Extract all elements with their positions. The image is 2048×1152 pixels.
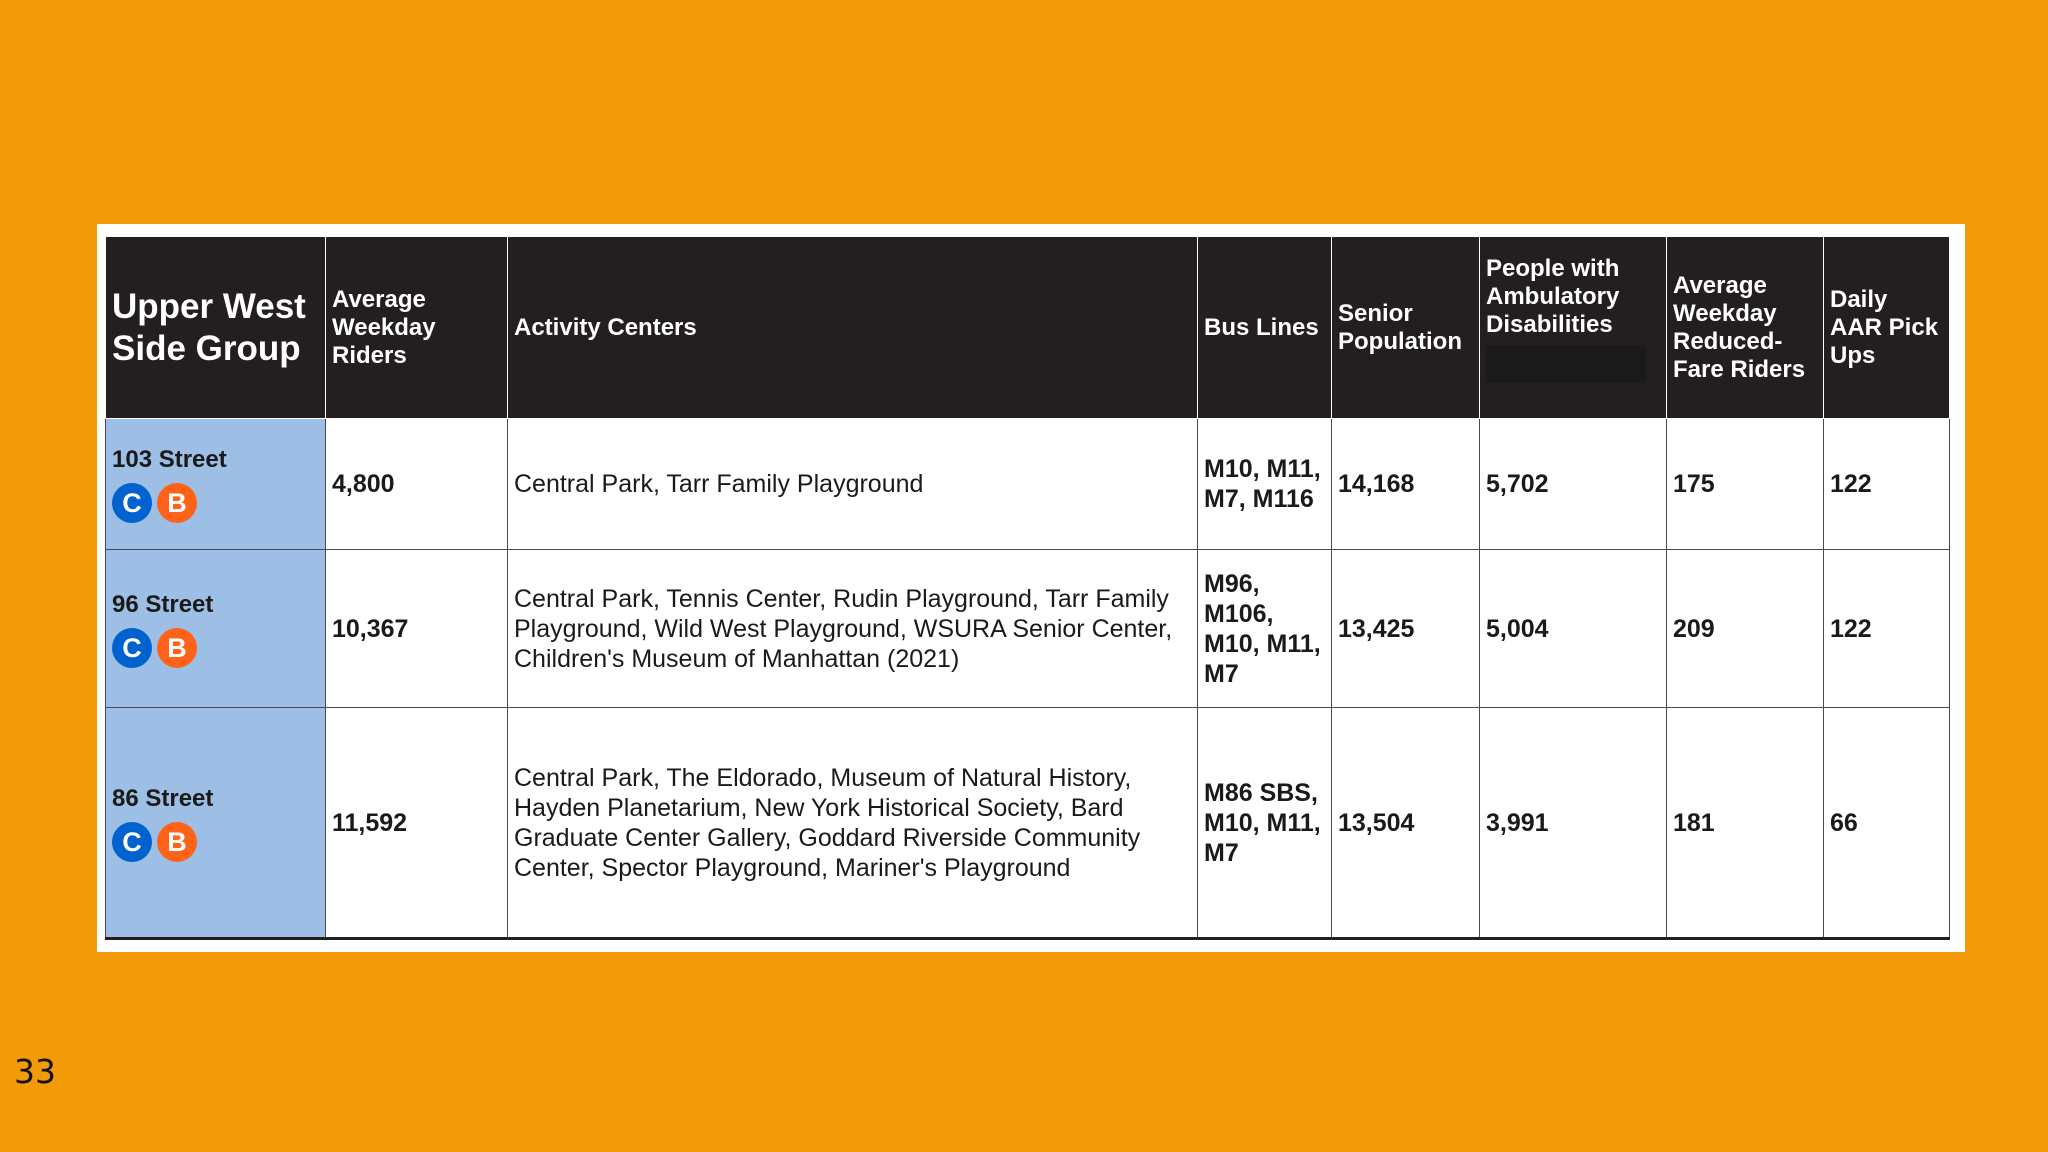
- aar-cell: 66: [1824, 708, 1950, 939]
- activity-cell: Central Park, The Eldorado, Museum of Natural History, Hayden Planetarium, New York Historical Society, Bard Graduate Center Gallery, Goddard Riverside Community Center, Spector Playground, Mariner's Playground: [508, 708, 1198, 939]
- riders-cell: 10,367: [326, 550, 508, 708]
- reduced-fare-cell: 181: [1667, 708, 1824, 939]
- reduced-fare-cell: 175: [1667, 419, 1824, 550]
- b-line-bullet-icon: B: [157, 483, 197, 523]
- b-line-bullet-icon: B: [157, 822, 197, 862]
- ambulatory-cell: 5,702: [1480, 419, 1667, 550]
- station-cell: [106, 708, 326, 939]
- header-senior-population: Senior Population: [1332, 237, 1480, 419]
- header-bus-lines: Bus Lines: [1198, 237, 1332, 419]
- table-row: [106, 708, 1950, 939]
- senior-cell: 13,504: [1332, 708, 1480, 939]
- station-cell: [106, 419, 326, 550]
- activity-cell: Central Park, Tennis Center, Rudin Playground, Tarr Family Playground, Wild West Playground, WSURA Senior Center, Children's Museum of Manhattan (2021): [508, 550, 1198, 708]
- slide-number: 33: [14, 1052, 56, 1091]
- header-activity-centers: Activity Centers: [508, 237, 1198, 419]
- line-bullets: [112, 628, 319, 668]
- ambulatory-cell: 5,004: [1480, 550, 1667, 708]
- table-row: [106, 419, 1950, 550]
- station-name: 103 Street: [112, 446, 227, 473]
- header-aar-pickups: Daily AAR Pick Ups: [1824, 237, 1950, 419]
- b-line-bullet-icon: B: [157, 628, 197, 668]
- bus-lines-cell: M86 SBS, M10, M11, M7: [1198, 708, 1332, 939]
- bus-lines-cell: M96, M106, M10, M11, M7: [1198, 550, 1332, 708]
- header-riders: Average Weekday Riders: [326, 237, 508, 419]
- station-cell: [106, 550, 326, 708]
- c-line-bullet-icon: C: [112, 628, 152, 668]
- header-ambulatory-disabilities: [1480, 237, 1667, 419]
- header-row: [106, 237, 1950, 419]
- table-row: [106, 550, 1950, 708]
- station-name: 86 Street: [112, 784, 214, 812]
- riders-cell: 4,800: [326, 419, 508, 550]
- redacted-shade: [1486, 345, 1646, 383]
- header-reduced-fare-riders: Average Weekday Reduced-Fare Riders: [1667, 237, 1824, 419]
- header-ambulatory-label: People with Ambulatory Disabilities: [1486, 255, 1620, 338]
- header-group: Upper West Side Group: [106, 237, 326, 419]
- line-bullets: [112, 822, 319, 862]
- activity-cell: Central Park, Tarr Family Playground: [508, 419, 1198, 550]
- reduced-fare-cell: 209: [1667, 550, 1824, 708]
- senior-cell: 14,168: [1332, 419, 1480, 550]
- riders-cell: 11,592: [326, 708, 508, 939]
- line-bullets: [112, 483, 319, 523]
- station-data-table: [105, 236, 1950, 940]
- ambulatory-cell: 3,991: [1480, 708, 1667, 939]
- table-card: [97, 224, 1965, 952]
- bus-lines-cell: M10, M11, M7, M116: [1198, 419, 1332, 550]
- station-name: 96 Street: [112, 590, 214, 618]
- c-line-bullet-icon: C: [112, 483, 152, 523]
- aar-cell: 122: [1824, 550, 1950, 708]
- senior-cell: 13,425: [1332, 550, 1480, 708]
- aar-cell: 122: [1824, 419, 1950, 550]
- c-line-bullet-icon: C: [112, 822, 152, 862]
